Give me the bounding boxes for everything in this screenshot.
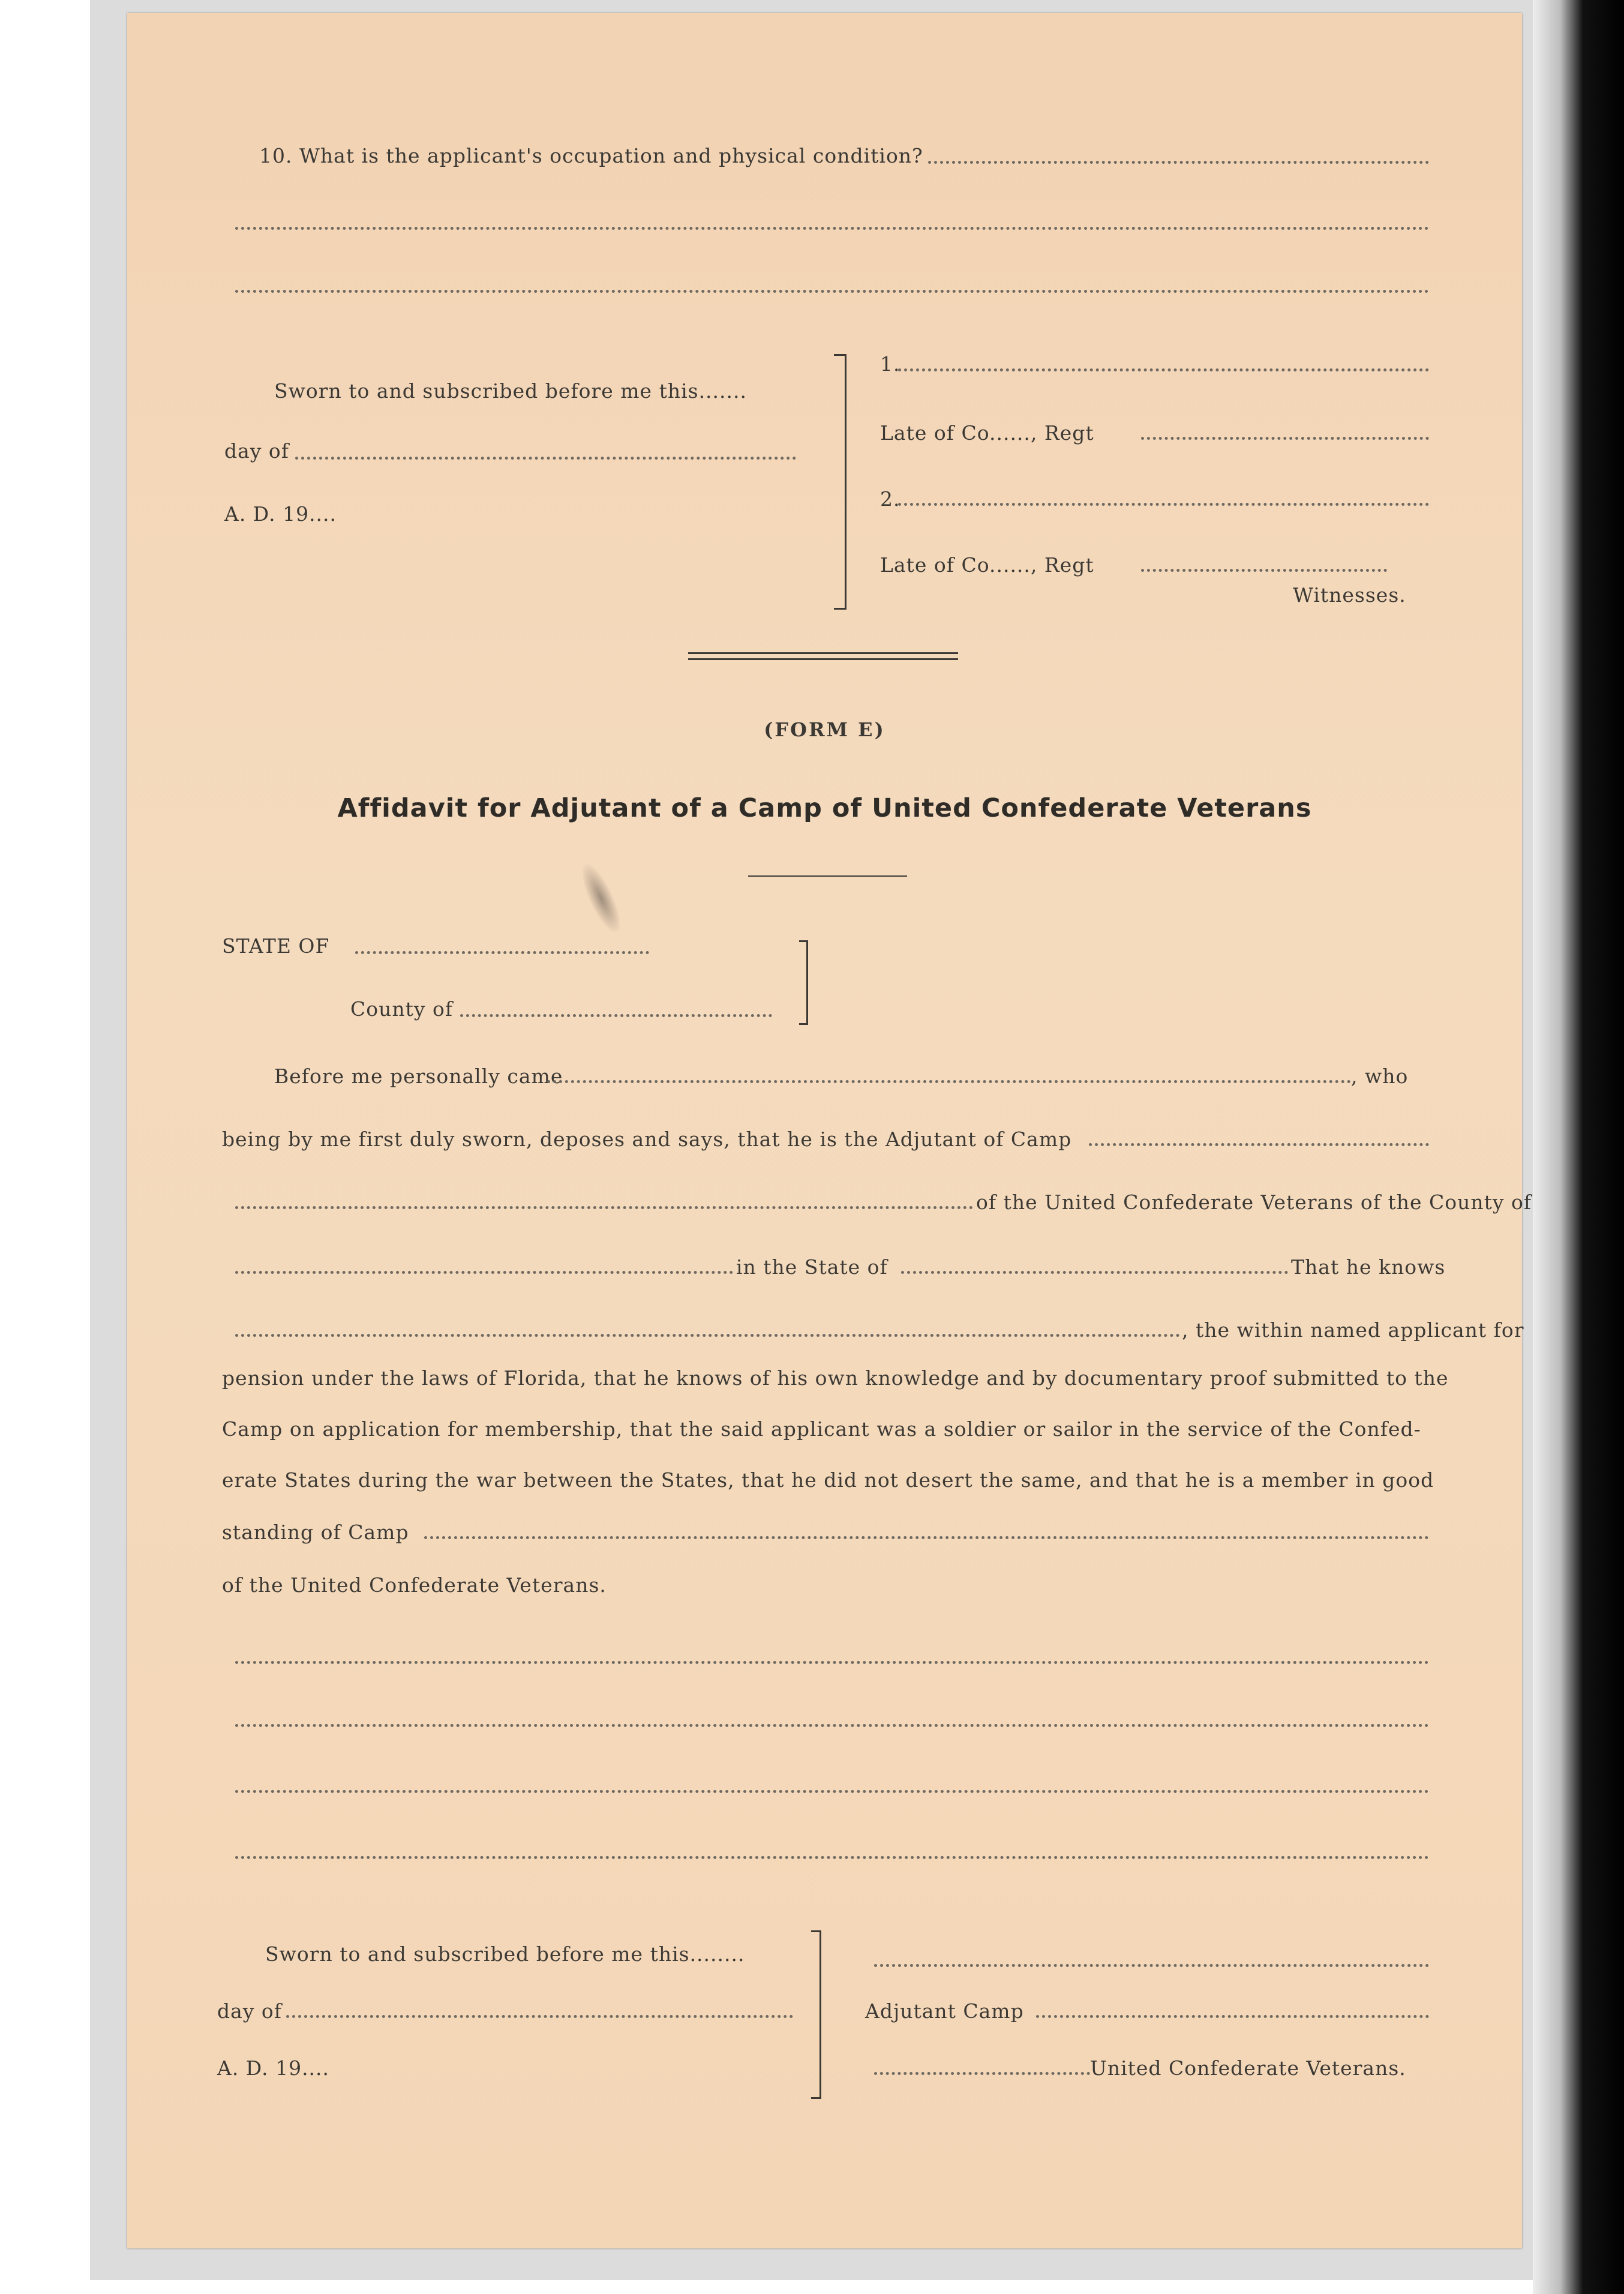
bottom-day-of-label: day of <box>217 1999 283 2023</box>
who-text: , who <box>1351 1064 1409 1088</box>
witness-2-late-of: Late of Co......, Regt <box>880 553 1094 577</box>
document-page <box>127 13 1532 2248</box>
ucv-camp-blank[interactable] <box>874 2068 1090 2075</box>
question-10-blank-2[interactable] <box>235 223 1429 230</box>
paragraph-line-1: pension under the laws of Florida, that he knows of his own knowledge and by documentary proof submitted to the <box>222 1366 1449 1390</box>
adjutant-signature-blank[interactable] <box>874 1960 1429 1967</box>
adjutant-camp-blank[interactable] <box>1036 2011 1429 2018</box>
form-label: (FORM E) <box>764 718 885 741</box>
state-of-blank[interactable] <box>355 947 649 954</box>
being-sworn-text: being by me first duly sworn, deposes and says, that he is the Adjutant of Camp <box>222 1127 1072 1151</box>
county-of-blank[interactable] <box>460 1010 772 1017</box>
blank-line-4[interactable] <box>235 1852 1429 1859</box>
witness-2-blank[interactable] <box>898 499 1429 506</box>
witness-2-number: 2. <box>880 487 900 511</box>
top-sworn-line: Sworn to and subscribed before me this....... <box>274 379 747 403</box>
top-day-of-blank[interactable] <box>295 453 796 460</box>
within-named-text: , the within named applicant for <box>1182 1318 1524 1342</box>
paragraph-line-2: Camp on application for membership, that the said applicant was a soldier or sailor in the service of the Confed- <box>222 1417 1421 1441</box>
bottom-ad-label: A. D. 19.... <box>217 2056 330 2080</box>
question-10-blank[interactable] <box>928 157 1429 164</box>
in-state-text: in the State of <box>736 1255 888 1279</box>
paragraph-line-3: erate States during the war between the States, that he did not desert the same, and that he is a member in good <box>222 1468 1434 1492</box>
of-ucv-county-text: of the United Confederate Veterans of the County of <box>976 1191 1532 1214</box>
ink-smudge <box>574 858 628 939</box>
question-10-blank-3[interactable] <box>235 286 1429 293</box>
before-me-text: Before me personally came <box>274 1064 563 1088</box>
separator-rule-top <box>688 652 958 654</box>
separator-rule-bottom <box>688 658 958 660</box>
affiant-name-blank[interactable] <box>547 1076 1351 1083</box>
adjutant-camp-label: Adjutant Camp <box>865 1999 1024 2023</box>
witness-2-regt-blank[interactable] <box>1141 565 1387 572</box>
bottom-day-of-blank[interactable] <box>286 2011 793 2018</box>
witness-1-late-of: Late of Co......, Regt <box>880 421 1094 445</box>
county-of-label: County of <box>350 997 454 1021</box>
that-he-knows-text: That he knows <box>1291 1255 1446 1279</box>
bottom-sworn-line: Sworn to and subscribed before me this........ <box>265 1942 745 1966</box>
question-10-label: 10. What is the applicant's occupation and physical condition? <box>259 144 923 167</box>
witness-1-number: 1. <box>880 352 900 376</box>
standing-camp-blank[interactable] <box>424 1533 1429 1539</box>
camp-name-blank[interactable] <box>1089 1139 1429 1146</box>
document-title: Affidavit for Adjutant of a Camp of United Confederate Veterans <box>337 793 1312 823</box>
of-ucv-text: of the United Confederate Veterans. <box>222 1573 607 1597</box>
blank-line-1[interactable] <box>235 1657 1429 1664</box>
title-underline <box>748 875 907 877</box>
blank-line-2[interactable] <box>235 1720 1429 1727</box>
standing-text: standing of Camp <box>222 1521 409 1544</box>
witnesses-label: Witnesses. <box>1293 583 1406 607</box>
top-ad-label: A. D. 19.... <box>224 502 337 526</box>
witness-1-regt-blank[interactable] <box>1141 433 1429 440</box>
ucv-label: United Confederate Veterans. <box>1090 2056 1406 2080</box>
venue-brace <box>799 940 808 1025</box>
state-name-blank[interactable] <box>901 1267 1288 1274</box>
county-name-blank[interactable] <box>235 1267 733 1274</box>
witness-1-blank[interactable] <box>898 365 1429 371</box>
blank-line-3[interactable] <box>235 1786 1429 1793</box>
camp-name-blank-2[interactable] <box>235 1203 973 1209</box>
top-day-of-label: day of <box>224 439 290 463</box>
state-of-label: STATE OF <box>222 934 330 958</box>
applicant-name-blank[interactable] <box>235 1330 1180 1337</box>
top-brace <box>834 354 846 610</box>
scan-edge <box>1533 0 1624 2294</box>
bottom-brace <box>811 1930 821 2099</box>
